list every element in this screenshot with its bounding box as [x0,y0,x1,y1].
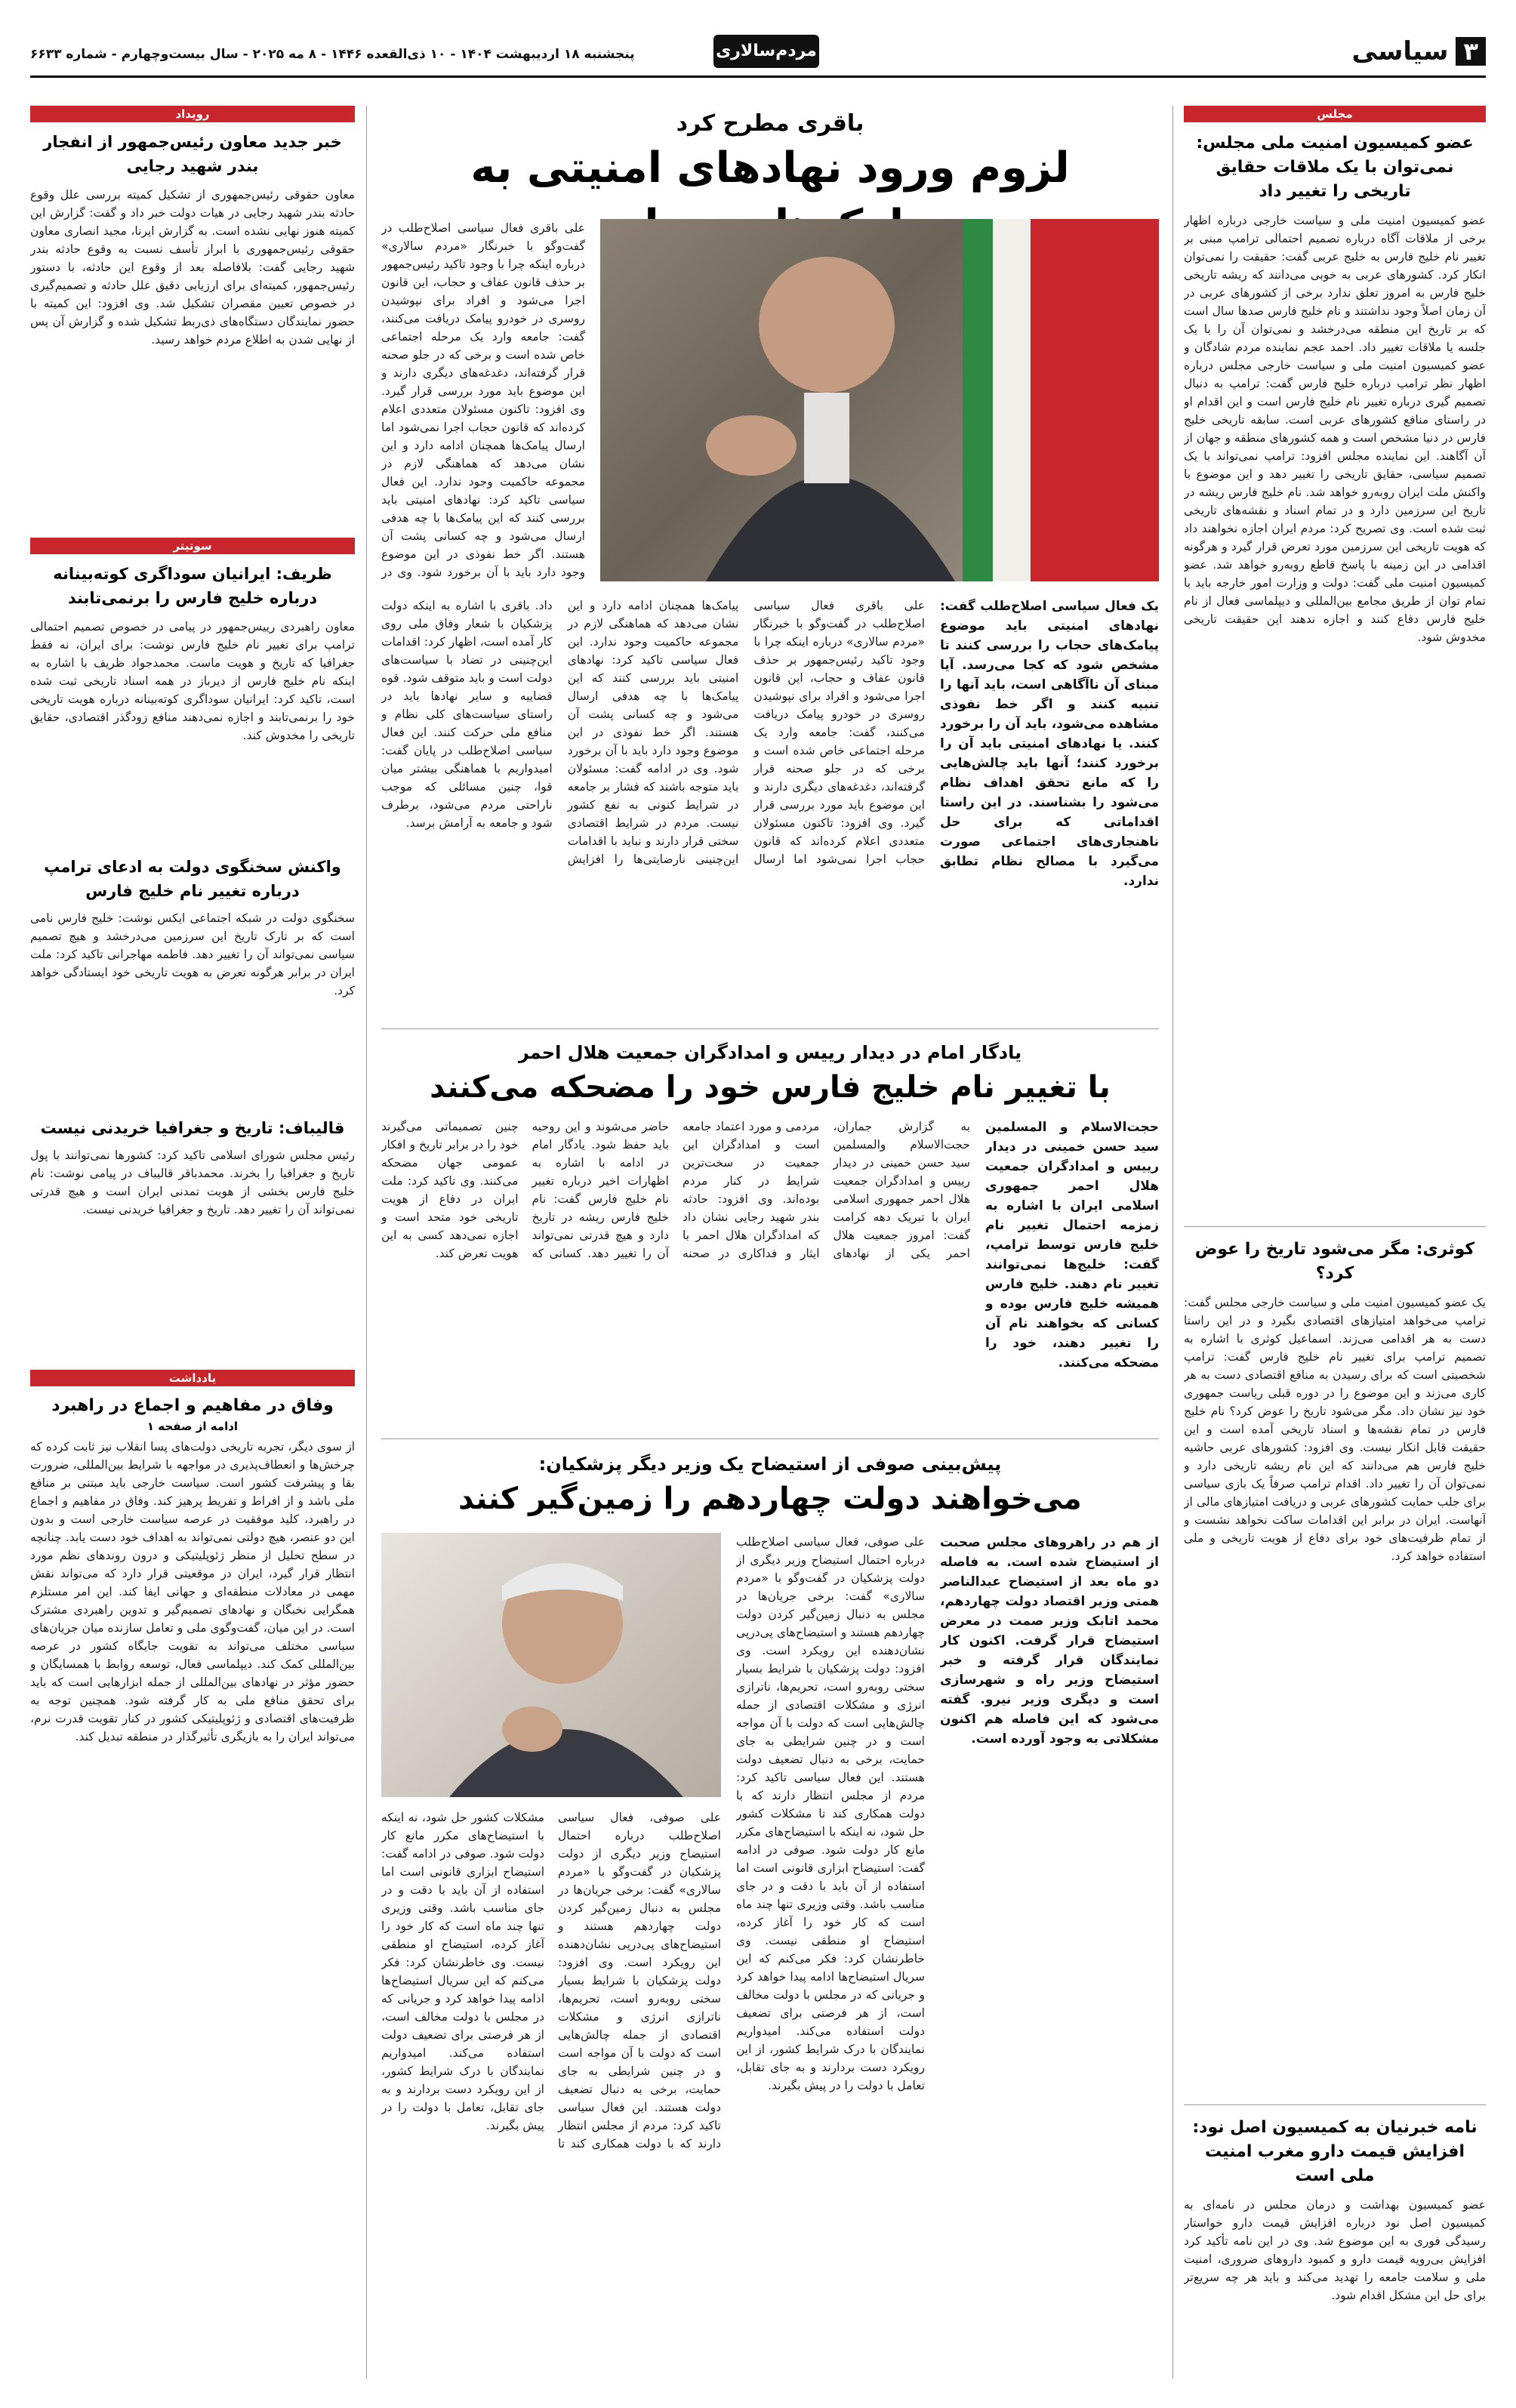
article-3-body: علی صوفی، فعال سیاسی اصلاح‌طلب درباره احتمال استیضاح وزیر دیگری از دولت پزشکیان در گفت‌وگو با «مردم سالاری» گفت: برخی جریان‌ها در مجلس به دنبال زمین‌گیر کردن دولت چهاردهم هستند و استیضاح‌های پی‌درپی نشان‌دهنده این رویکرد است. وی افزود: دولت پزشکیان با شرایط بسیار سختی روبه‌رو است، تحریم‌ها، ناترازی انرژی و مشکلات اقتصادی از جمله چالش‌هایی است که دولت با آن مواجه است و در چنین شرایطی به جای حمایت، برخی به دنبال تضعیف دولت هستند. این فعال سیاسی تاکید کرد: مردم از مجلس انتظار دارند که با دولت همکاری کند تا مشکلات کشور حل شود، نه اینکه با استیضاح‌های مکرر مانع کار دولت شود. صوفی در ادامه گفت: استیضاح ابزاری قانونی است اما استفاده از آن باید با دقت و در جای مناسب باشد. وقتی وزیری تنها چند ماه است که کار خود را آغاز کرده، استیضاح او منطقی نیست. وی خاطرنشان کرد: فکر می‌کنم که این سریال استیضاح‌ها ادامه پیدا خواهد کرد و جریانی که در مجلس با دولت مخالف است، از هر فرصتی برای تضعیف دولت استفاده می‌کند. امیدواریم نمایندگان با درک شرایط کشور، از این رویکرد دست بردارند و به جای تقابل، تعامل با دولت را در پیش بگیرند. [381,1811,721,2151]
left-article-4-body: رئیس مجلس شورای اسلامی تاکید کرد: کشورها نمی‌توانند با پول تاریخ و جغرافیا را بخرند. محمدباقر قالیباف در پیامی نوشت: نام خلیج فارس بخشی از هویت تمدنی ایران است و هیچ قدرتی نمی‌تواند آن را تغییر دهد. تاریخ و جغرافیا خریدنی نیست. [30,1149,355,1216]
main-body-side [381,219,585,581]
right-col-rule [1172,106,1173,2379]
section-label [1352,36,1486,66]
right-article-1-title: عضو کمیسیون امنیت ملی مجلس: نمی‌توان با یک ملاقات حقایق تاریخی را تغییر داد [1196,134,1474,201]
main-lead: یک فعال سیاسی اصلاح‌طلب گفت: نهادهای امنیتی باید موضوع پیامک‌های حجاب را بررسی کنند تا مشخص شود که کجا می‌رسد. آیا مبنای آن ناآگاهی است، باید آنها را تنبیه کنند و اگر خط نفوذی مشاهده می‌شود، باید آن را برخورد کنند. یا نهادهای امنیتی باید آن را برخورد کنند؛ آنها باید چالش‌هایی را که مانع تحقق اهداف نظام می‌شود را بشناسند. در این راستا اقداماتی که برای حل ناهنجاری‌های اجتماعی صورت می‌گیرد با مصالح نظام تطابق ندارد. [940,599,1159,889]
article-3-kicker: پیش‌بینی صوفی از استیضاح یک وزیر دیگر پزشکیان: [538,1454,1002,1475]
portrait-illustration [600,219,1159,581]
left-article-2-body: معاون راهبردی رییس‌جمهور در پیامی در خصوص تصمیم احتمالی ترامپ برای تغییر نام خلیج فارس نوشت: برای ایران، نه فقط جغرافیا که تاریخ و هویت ماست. محمدجواد ظریف با اشاره به اینکه نام خلیج فارس از دیرباز در همه اسناد تاریخی ثبت شده است، تاکید کرد: ایرانیان سوداگری کوته‌بینانه درباره هویت تاریخی خود را برنمی‌تابند و اجازه نمی‌دهند منافع زودگذر اقتصادی، حقایق تاریخی را مخدوش کند. [30,620,355,742]
note-continued: ادامه از صفحه ۱ [146,1420,239,1433]
right-article-1-body: عضو کمیسیون امنیت ملی و سیاست خارجی درباره اظهار برخی از ملاقات آگاه درباره تصمیم احتمالی ترامپ مبنی بر تغییر نام خلیج فارس به خلیج عربی گفت: حقیقت را نمی‌توان انکار کرد. کشورهای عربی به خوبی می‌دانند که ریشه تاریخی خلیج فارس به امروز تعلق ندارد برخی از کشورهای عربی در آن زمان اصلاً وجود نداشتند و نام خلیج فارس صدها سال است که بر تاریخ این منطقه می‌درخشد و نمی‌توان آن را با یک جلسه یا ملاقات تغییر داد. احمد عجم نماینده مردم شادگان و عضو کمیسیون امنیت ملی و سیاست خارجی مجلس درباره اظهار نظر ترامپ درباره خلیج فارس گفت: ترامپ به دنبال تصمیم گیری درباره تغییر نام خلیج فارس است و این اقدام او در راستای منافع کشورهای عربی است. سابقه تاریخی خلیج فارس در دنیا مشخص است و همه کشورهای منطقه و جهان از آن آگاهند. این نماینده مجلس افزود: ترامپ نمی‌تواند با یک تصمیم سیاسی، حقایق تاریخی را تغییر دهد و این موضوع با واکنش ملت ایران روبه‌رو خواهد شد. نام خلیج فارس ریشه در تاریخ این سرزمین دارد و در تمام اسناد و نقشه‌های تاریخی ثبت شده است. وی تصریح کرد: مردم ایران اجازه نخواهند داد که هویت تاریخی این سرزمین مورد تعرض قرار گیرد و هرگونه اقدامی در این زمینه با پاسخ قاطع روبه‌رو خواهد شد. عضو کمیسیون امنیت ملی گفت: دولت و وزارت امور خارجه باید با تمام توان از طریق مجامع بین‌المللی و دیپلماسی فعال از نام خلیج فارس دفاع کنند و اجازه ندهند این حقیقت تاریخی مخدوش شود. [1184,214,1486,644]
article-2-bottom-rule [381,1438,1159,1439]
masthead-logo [713,35,819,68]
portrait-photo-bagheri [600,219,1159,581]
left-col-rule [366,106,367,2379]
main-article [381,106,1159,1019]
article-2-headline: با تغییر نام خلیج فارس خود را مضحکه می‌کنند [430,1070,1111,1105]
left-article-1-body: معاون حقوقی رئیس‌جمهوری از تشکیل کمیته بررسی علل وقوع حادثه بندر شهید رجایی در هیات دولت خبر داد و گفت: گزارش این کمیته هنوز نهایی نشده است. به گزارش ایرنا، مجید انصاری معاون حقوقی رئیس‌جمهوری با ابراز تأسف نسبت به وقوع حادثه بندر شهید رجایی گفت: بلافاصله بعد از وقوع این حادثه، با دستور رئیس‌جمهور، کمیته‌ای برای ارزیابی دقیق علل حادثه و تصمیم‌گیری در خصوص تعیین مقصران تشکیل شد. وی افزود: این کمیته با حضور نمایندگان دستگاه‌های ذی‌ربط تشکیل شده و گزارش آن پس از نهایی شدن به اطلاع مردم خواهد رسید. [30,188,355,347]
section-title: سیاسی [1351,36,1449,66]
tag-sootitr: سوتیتر [30,538,355,554]
right-article-2-title: کوثری: مگر می‌شود تاریخ را عوض کرد؟ [1194,1240,1475,1283]
left-article-3-body: سخنگوی دولت در شبکه اجتماعی ایکس نوشت: خلیج فارس نامی است که بر تارک تاریخ این سرزمین می‌درخشد و هیچ تصمیم سیاسی نمی‌تواند آن را تغییر دهد. فاطمه مهاجرانی تاکید کرد: ملت ایران در برابر هرگونه تعرض به هویت تاریخی خود ایستادگی خواهد کرد. [30,911,355,997]
right-column [1184,128,1486,2386]
main-body-side-text: علی باقری فعال سیاسی اصلاح‌طلب در گفت‌وگو با خبرنگار «مردم سالاری» درباره اینکه چرا با وجود تاکید رئیس‌جمهور بر حذف قانون عفاف و حجاب، این قانون اجرا می‌شود و افراد برای نپوشیدن روسری در خودرو پیامک دریافت می‌کنند، گفت: جامعه وارد یک مرحله اجتماعی خاص شده است و برخی که در جلو صحنه قرار گرفته‌اند، دغدغه‌های دیگری دارند و این موضوع باید مورد بررسی قرار گیرد. وی افزود: تاکنون مسئولان متعددی اعلام کرده‌اند که قانون حجاب اجرا نمی‌شود اما ارسال پیامک‌ها همچنان ادامه دارد و این نشان می‌دهد که هماهنگی لازم در مجموعه حاکمیت وجود ندارد. این فعال سیاسی تاکید کرد: نهادهای امنیتی باید بررسی کنند که این پیامک‌ها با چه هدفی ارسال می‌شود و چه کسانی پشت آن هستند. اگر خط نفوذی در این موضوع وجود دارد باید با آن برخورد شود. وی در [381,221,585,579]
right-article-3-title: نامه خبرنیان به کمیسیون اصل نود: افزایش قیمت دارو مغرب امنیت ملی است [1192,2118,1477,2185]
left-column [30,106,355,2379]
main-headline: لزوم ورود نهادهای امنیتی به [470,143,1070,193]
tag-rooydad: رویداد [30,106,355,122]
article-2-kicker: یادگار امام در دیدار رییس و امدادگران جمعیت هلال احمر [518,1042,1022,1063]
main-bottom-rule [381,1028,1159,1029]
portrait-photo-soufi [381,1533,721,1797]
left-article-2-title: ظریف: ایرانیان سوداگری کوته‌بینانه درباره خلیج فارس را برنمی‌تابند [53,565,332,607]
right-divider-2 [1184,2104,1486,2105]
main-body: علی باقری فعال سیاسی اصلاح‌طلب در گفت‌وگو با خبرنگار «مردم سالاری» درباره اینکه چرا با وجود تاکید رئیس‌جمهور بر حذف قانون عفاف و حجاب، این قانون اجرا می‌شود و افراد برای نپوشیدن روسری در خودرو پیامک دریافت می‌کنند، گفت: جامعه وارد یک مرحله اجتماعی خاص شده است و برخی که در جلو صحنه قرار گرفته‌اند، دغدغه‌های دیگری دارند و این موضوع باید مورد بررسی قرار گیرد. وی افزود: تاکنون مسئولان متعددی اعلام کرده‌اند که قانون حجاب اجرا نمی‌شود اما ارسال پیامک‌ها همچنان ادامه دارد و این نشان می‌دهد که هماهنگی لازم در مجموعه حاکمیت وجود ندارد. این فعال سیاسی تاکید کرد: نهادهای امنیتی باید بررسی کنند که این پیامک‌ها با چه هدفی ارسال می‌شود و چه کسانی پشت آن هستند. اگر خط نفوذی در این موضوع وجود دارد باید با آن برخورد شود. وی در ادامه گفت: مسئولان باید متوجه باشند که فشار بر جامعه در شرایط کنونی به نفع کشور نیست. مردم در شرایط اقتصادی سختی قرار دارند و نباید با اقدامات این‌چنینی نارضایتی‌ها را افزایش داد. باقری با اشاره به اینکه دولت پزشکیان با شعار وفاق ملی روی کار آمده است، اظهار کرد: اقدامات این‌چنینی در تضاد با سیاست‌های دولت است و باید متوقف شود. قوه قضاییه و سایر نهادها باید در راستای سیاست‌های کلی نظام و منافع ملی حرکت کنند. این فعال سیاسی اصلاح‌طلب در پایان گفت: امیدواریم با هماهنگی بیشتر میان قوا، چنین مسائلی که موجب ناراحتی مردم می‌شود، برطرف شود و جامعه به آرامش برسد. [381,599,925,866]
article-2-lead: حجت‌الاسلام و المسلمین سید حسن خمینی در دیدار رییس و امدادگران جمعیت هلال احمر جمهوری اسلامی ایران با اشاره به زمزمه احتمال تغییر نام خلیج فارس توسط ترامپ، گفت: خلیج‌ها نمی‌توانند تغییر نام دهند. خلیج فارس همیشه خلیج فارس بوده و کسانی که بخواهند نام آن را تغییر دهند، خود را مضحکه می‌کنند. [985,1120,1159,1370]
article-2 [381,1034,1159,1435]
left-article-4-title: قالیباف: تاریخ و جغرافیا خریدنی نیست [40,1119,345,1137]
article-3-lead: از هم در راهروهای مجلس صحبت از استیضاح شده است. به فاصله دو ماه بعد از استیضاح عبدالناصر همتی وزیر اقتصاد دولت چهاردهم، محمد اتابک وزیر صمت در معرض استیضاح قرار گرفت. اکنون کار نمایندگان قرار گرفته و خبر استیضاح وزیر راه و شهرسازی است و دیگری وزیر نیرو. گفته می‌شود که این فاصله هم اکنون مشکلاتی به وجود آورده است. [940,1535,1159,1747]
portrait-illustration-2 [381,1533,721,1797]
left-article-1-title: خبر جدید معاون رئیس‌جمهور از انفجار بندر شهید رجایی [43,133,342,175]
right-article-2-body: یک عضو کمیسیون امنیت ملی و سیاست خارجی مجلس گفت: ترامپ می‌خواهد امتیازهای اقتصادی بگیرد و در این راستا دست به هر اقدامی می‌زند. اسماعیل کوثری با اشاره به تصمیم ترامپ برای تغییر نام خلیج فارس گفت: ترامپ شخصیتی است که برای رسیدن به منافع اقتصادی دست به هر کاری می‌زند و این موضوع را در دوره قبلی ریاست جمهوری خود نیز نشان داد. مگر می‌شود تاریخ را عوض کرد؟ نام خلیج فارس در تمام نقشه‌ها و اسناد تاریخی آمده است و این حقیقت قابل انکار نیست. وی افزود: کشورهای عربی حاشیه خلیج فارس هم می‌دانند که این نام ریشه تاریخی دارد و نمی‌توان آن را تغییر داد. اقدام ترامپ صرفاً یک بازی سیاسی برای جلب حمایت کشورهای عربی و دریافت امتیازهای مالی از آنهاست. ایران در برابر این اقدامات ساکت نخواهد نشست و از تمام ظرفیت‌های خود برای دفاع از هویت تاریخی و ملی استفاده خواهد کرد. [1184,1296,1486,1563]
right-divider-1 [1184,1226,1486,1227]
note-body: از سوی دیگر، تجربه تاریخی دولت‌های پسا انقلاب نیز ثابت کرده که چرخش‌ها و انعطاف‌پذیری در مواجهه با شرایط بین‌المللی، ضرورت بقا و پیشرفت کشور است. سیاست خارجی باید مبتنی بر منافع ملی باشد و از افراط و تفریط پرهیز کند. وفاق در مفاهیم و اجماع در راهبرد، کلید موفقیت در عرصه سیاست خارجی است و بدون این دو عنصر، هیچ دولتی نمی‌تواند به اهداف خود دست یابد. چنانچه در سطح تحلیل از منظر ژئوپلیتیکی و درون روندهای نظم مورد انتظار قرار گیرد، ایران در موقعیتی قرار دارد که می‌تواند نقش مهمی در معادلات منطقه‌ای و جهانی ایفا کند. این امر مستلزم همگرایی نخبگان و نهادهای تصمیم‌گیر و تدوین راهبردی مشترک است. در این میان، گفت‌وگوی ملی و تعامل سازنده میان جریان‌های سیاسی مختلف می‌تواند به تقویت جایگاه کشور در عرصه بین‌المللی کمک کند. دیپلماسی فعال، توسعه روابط با همسایگان و حضور مؤثر در نهادهای بین‌المللی از جمله ابزارهایی است که باید برای تحقق منافع ملی به کار گرفته شود. همچنین توجه به ظرفیت‌های اقتصادی و ژئوپلیتیکی کشور در کنار تقویت قدرت نرم، می‌تواند ایران را به بازیگری تأثیرگذار در منطقه تبدیل کند. [30,1440,355,1744]
right-article-3-body: عضو کمیسیون بهداشت و درمان مجلس در نامه‌ای به کمیسیون اصل نود درباره افزایش قیمت دارو خواستار رسیدگی فوری به این موضوع شد. وی در این نامه تأکید کرد افزایش بی‌رویه قیمت دارو و کمبود داروهای ضروری، امنیت ملی و سلامت جامعه را تهدید می‌کند و باید هر چه سریع‌تر برای حل این مشکل اقدام شود. [1184,2198,1486,2302]
tag-majlis: مجلس [1184,106,1486,122]
article-3 [381,1446,1159,2382]
dateline: پنجشنبه ۱۸ اردیبهشت ۱۴۰۴ - ۱۰ ذی‌القعده ۱۴۴۶ - ۸ مه ۲۰۲۵ - سال بیست‌وچهارم - شماره ۶۶۳۳ [30,47,635,62]
main-kicker: باقری مطرح کرد [676,110,864,137]
left-article-3-title: واکنش سخنگوی دولت به ادعای ترامپ درباره تغییر نام خلیج فارس [44,858,341,900]
header-rule [30,76,1486,78]
masthead-text: مردم‌سالاری [716,42,817,60]
article-3-body-top: علی صوفی، فعال سیاسی اصلاح‌طلب درباره احتمال استیضاح وزیر دیگری از دولت پزشکیان در گفت‌وگو با «مردم سالاری» گفت: برخی جریان‌ها در مجلس به دنبال زمین‌گیر کردن دولت چهاردهم هستند و استیضاح‌های پی‌درپی نشان‌دهنده این رویکرد است. وی افزود: دولت پزشکیان با شرایط بسیار سختی روبه‌رو است، تحریم‌ها، ناترازی انرژی و مشکلات اقتصادی از جمله چالش‌هایی است که دولت با آن مواجه است و در چنین شرایطی به جای حمایت، برخی به دنبال تضعیف دولت هستند. این فعال سیاسی تاکید کرد: مردم از مجلس انتظار دارند که با دولت همکاری کند تا مشکلات کشور حل شود، نه اینکه با استیضاح‌های مکرر مانع کار دولت شود. صوفی در ادامه گفت: استیضاح ابزاری قانونی است اما استفاده از آن باید با دقت و در جای مناسب باشد. وقتی وزیری تنها چند ماه است که کار خود را آغاز کرده، استیضاح او منطقی نیست. وی خاطرنشان کرد: فکر می‌کنم که این سریال استیضاح‌ها ادامه پیدا خواهد کرد و جریانی که در مجلس با دولت مخالف است، از هر فرصتی برای تضعیف دولت استفاده می‌کند. امیدواریم نمایندگان با درک شرایط کشور، از این رویکرد دست بردارند و به جای تقابل، تعامل با دولت را در پیش بگیرند. [736,1535,925,2092]
page-header [30,30,1486,76]
page-number: ۳ [1456,37,1486,66]
article-3-headline: می‌خواهند دولت چهاردهم را زمین‌گیر کنند [458,1481,1082,1516]
article-2-body: به گزارش جماران، حجت‌الاسلام والمسلمین سید حسن خمینی در دیدار رییس و امدادگران جمعیت هلال احمر جمهوری اسلامی ایران با تبریک دهه کرامت گفت: امروز جمعیت هلال احمر یکی از نهادهای مردمی و مورد اعتماد جامعه است و امدادگران این جمعیت در سخت‌ترین شرایط در کنار مردم بوده‌اند. وی افزود: حادثه بندر شهید رجایی نشان داد که امدادگران هلال احمر با ایثار و فداکاری در صحنه حاضر می‌شوند و این روحیه باید حفظ شود. یادگار امام در ادامه با اشاره به اظهارات اخیر درباره تغییر نام خلیج فارس گفت: نام خلیج فارس ریشه در تاریخ دارد و هیچ قدرتی نمی‌تواند آن را تغییر دهد. کسانی که چنین تصمیماتی می‌گیرند خود را در برابر تاریخ و افکار عمومی جهان مضحکه می‌کنند. وی تاکید کرد: ملت ایران در دفاع از هویت تاریخی خود متحد است و اجازه نمی‌دهد کسی به این هویت تعرض کند. [381,1120,970,1260]
note-title: وفاق در مفاهیم و اجماع در راهبرد [51,1396,334,1415]
tag-yaddasht: یادداشت [30,1370,355,1386]
